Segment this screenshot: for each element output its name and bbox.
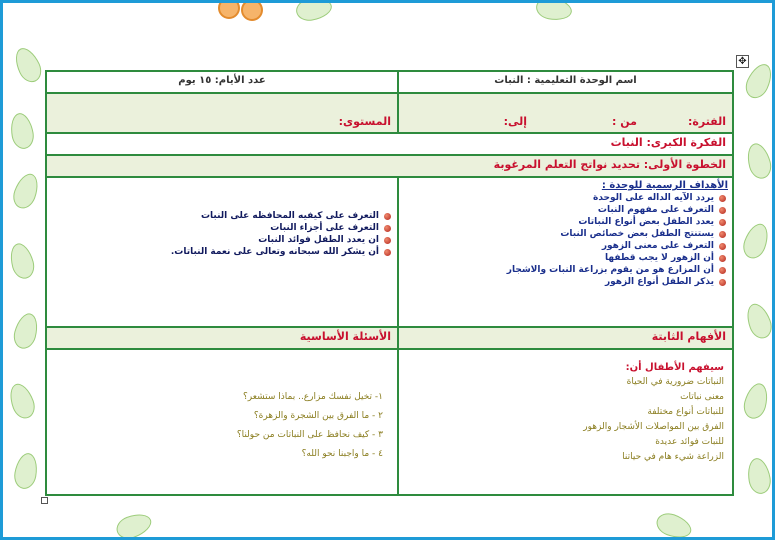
official-goals-title: الأهداف الرسمية للوحدة :	[601, 180, 728, 191]
goals-list-right	[403, 192, 728, 288]
table-move-handle-icon[interactable]: ✥	[736, 55, 749, 68]
content-row	[46, 349, 733, 495]
leaf-decoration	[113, 510, 154, 540]
days-count: عدد الأيام: ١٥ يوم	[178, 75, 266, 86]
period-cell	[398, 93, 733, 133]
list-item: التعرف على معنى الزهور	[403, 240, 728, 252]
leaf-decoration	[653, 510, 694, 540]
leaf-decoration	[10, 170, 43, 211]
section-titles-row	[46, 327, 733, 349]
list-item: ٢ - ما الفرق بين الشجرة والزهرة؟	[253, 411, 383, 421]
leaf-decoration	[10, 44, 45, 86]
list-item: التعرف على مفهوم النبات	[403, 204, 728, 216]
leaf-decoration	[741, 381, 772, 421]
days-cell	[46, 71, 398, 93]
list-item: التعرف على أجزاء النبات	[51, 222, 393, 234]
leaf-decoration	[745, 456, 773, 495]
list-item: ان يعدد الطفل فوائد النبات	[51, 234, 393, 246]
step-one-title: الخطوة الأولى: تحديد نواتج التعلم المرغوبة	[493, 158, 726, 171]
step-one-row	[46, 155, 733, 177]
leaf-decoration	[11, 311, 42, 351]
leaf-decoration	[743, 300, 775, 341]
period-to: إلى:	[503, 115, 527, 128]
list-item: أن المزارع هو من يقوم بزراعة النبات والاشجار	[403, 264, 728, 276]
list-item: للنباتات أنواع مختلفة	[647, 407, 724, 417]
understandings-title-cell	[398, 327, 733, 349]
list-item: أن يشكر الله سبحانه وتعالى على نعمة النباتات.	[51, 246, 393, 258]
leaf-decoration	[7, 241, 38, 281]
list-item: يذكر الطفل أنواع الزهور	[403, 276, 728, 288]
period-row	[46, 93, 733, 133]
list-item: للنبات فوائد عديدة	[655, 437, 724, 447]
leaf-decoration	[534, 0, 573, 23]
big-idea-row	[46, 133, 733, 155]
flower-decoration	[218, 0, 240, 19]
list-item: ١- تخيل نفسك مزارع.. بماذا ستشعر؟	[243, 392, 383, 402]
understandings-subtitle: سيفهم الأطفال أن:	[625, 362, 724, 373]
questions-cell	[46, 349, 398, 495]
list-item: يعدد الطفل بعض أنواع النباتات	[403, 216, 728, 228]
list-item: الفرق بين المواصلات الأشجار والزهور	[583, 422, 724, 432]
list-item: يردد الآيه الداله على الوحدة	[403, 192, 728, 204]
understandings-title: الأفهام الثابتة	[651, 330, 726, 343]
list-item: ٣ - كيف نحافظ على النباتات من حولنا؟	[236, 430, 383, 440]
leaf-decoration	[294, 0, 333, 23]
unit-plan-table	[45, 70, 734, 496]
questions-title: الأسئلة الأساسية	[299, 330, 391, 343]
leaf-decoration	[740, 220, 773, 261]
goals-right-cell	[398, 177, 733, 327]
understandings-cell	[398, 349, 733, 495]
table-resize-handle[interactable]	[41, 497, 48, 504]
goals-left-cell	[46, 177, 398, 327]
list-item: النباتات ضرورية في الحياة	[626, 377, 724, 387]
big-idea-cell	[46, 133, 733, 155]
big-idea: الفكرة الكبرى: النبات	[610, 136, 726, 149]
period-from: من :	[612, 115, 637, 128]
leaf-decoration	[12, 451, 40, 490]
leaf-decoration	[744, 141, 775, 181]
list-item: يستنتج الطفل بعض خصائص النبات	[403, 228, 728, 240]
step-one-cell	[46, 155, 733, 177]
leaf-decoration	[6, 380, 39, 421]
level-label: المستوى:	[338, 115, 391, 128]
flower-decoration	[241, 0, 263, 21]
questions-title-cell	[46, 327, 398, 349]
goals-list-left	[51, 210, 393, 258]
leaf-decoration	[8, 111, 36, 150]
unit-name-cell	[398, 71, 733, 93]
list-item: معنى نباتات	[680, 392, 724, 402]
header-row	[46, 71, 733, 93]
list-item: التعرف على كيفيه المحافظه على النبات	[51, 210, 393, 222]
list-item: أن الزهور لا يجب قطفها	[403, 252, 728, 264]
list-item: الزراعة شيء هام في حياتنا	[622, 452, 724, 462]
period-label: الفترة:	[687, 115, 726, 128]
level-cell	[46, 93, 398, 133]
goals-row	[46, 177, 733, 327]
list-item: ٤ - ما واجبنا نحو الله؟	[301, 449, 383, 459]
unit-name: اسم الوحدة التعليمية : النبات	[494, 75, 637, 86]
